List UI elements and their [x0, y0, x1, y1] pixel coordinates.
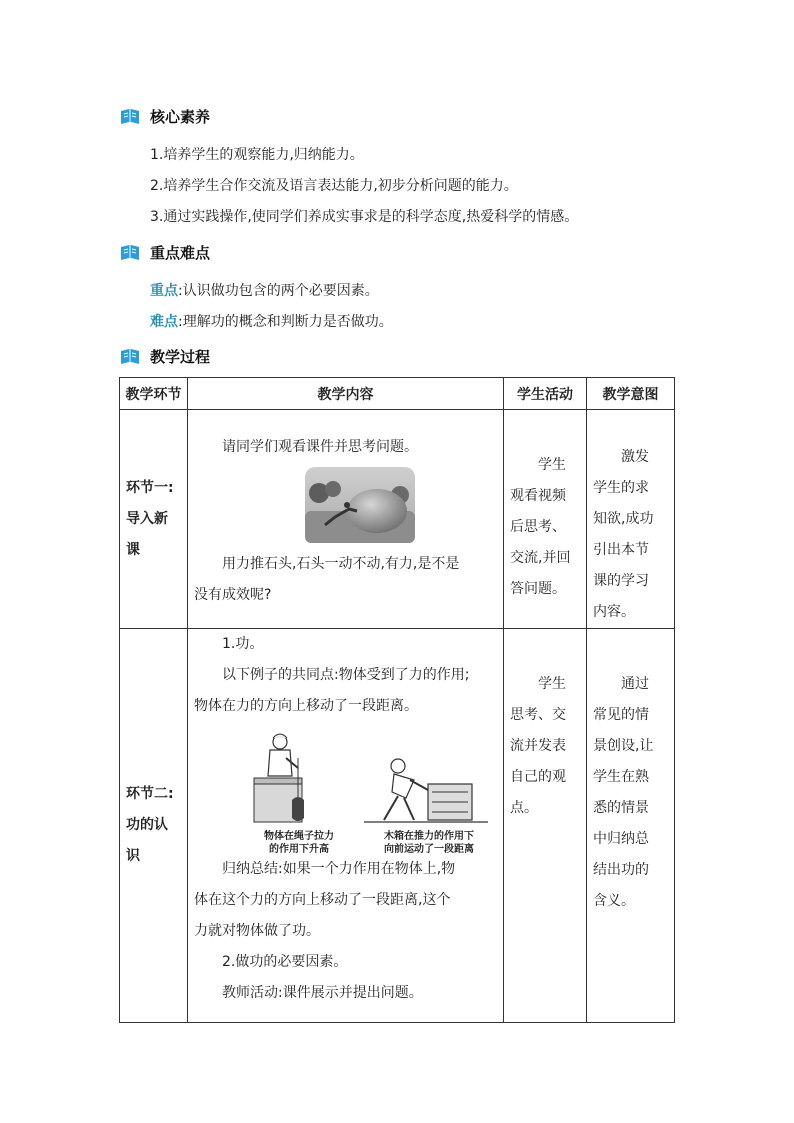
row1-activity-line: 答问题。 — [510, 581, 566, 597]
row2-intent-line: 学生在熟 — [593, 769, 649, 785]
row1-question-1: 用力推石头,石头一动不动,有力,是不是 — [222, 556, 460, 572]
row1-intent — [587, 410, 675, 629]
row1-activity-line: 后思考、 — [510, 519, 566, 535]
row2-stage — [120, 629, 188, 1023]
caption-pushing-1: 木箱在推力的作用下 — [384, 831, 474, 842]
row2-intent-line: 常见的情 — [593, 707, 649, 723]
row2-heading: 1.功。 — [222, 636, 264, 652]
section-process — [120, 346, 210, 367]
focus-label: 重点 — [150, 283, 178, 299]
row1-intent-line: 知欲,成功 — [593, 511, 654, 527]
row2-intent-line: 通过 — [621, 676, 649, 692]
row2-common-1: 以下例子的共同点:物体受到了力的作用; — [222, 667, 470, 683]
row2-summary-2: 体在这个力的方向上移动了一段距离,这个 — [194, 892, 451, 908]
pushing-stone-illustration — [305, 467, 415, 543]
row2-content — [188, 629, 504, 1023]
row1-activity — [504, 410, 587, 629]
row1-activity-line: 学生 — [538, 457, 566, 473]
row1-intent-line: 内容。 — [593, 604, 635, 620]
table-row — [120, 629, 675, 1023]
row1-content — [188, 410, 504, 629]
row2-activity-line: 自己的观 — [510, 769, 566, 785]
row2-activity-line: 思考、交 — [510, 707, 566, 723]
section-title-key: 重点难点 — [150, 244, 211, 262]
row1-stage-line-1: 环节一: — [126, 479, 174, 496]
row1-question-2: 没有成效呢? — [194, 587, 272, 603]
core-item-2: 2.培养学生合作交流及语言表达能力,初步分析问题的能力。 — [150, 178, 518, 194]
row1-intent-line: 学生的求 — [593, 480, 649, 496]
row1-stage-line-3: 课 — [126, 541, 140, 558]
row2-teacher: 教师活动:课件展示并提出问题。 — [222, 985, 423, 1001]
header-content: 教学内容 — [188, 378, 504, 410]
focus-text: :认识做功包含的两个必要因素。 — [178, 283, 379, 299]
row1-intent-line: 引出本节 — [593, 542, 649, 558]
row2-common-2: 物体在力的方向上移动了一段距离。 — [194, 698, 418, 714]
book-icon — [120, 244, 140, 262]
row2-summary-3: 力就对物体做了功。 — [194, 923, 320, 939]
row1-intent-line: 课的学习 — [593, 573, 649, 589]
difficulty-line — [150, 311, 393, 331]
table-row — [120, 410, 675, 629]
difficulty-label: 难点 — [150, 314, 178, 330]
row2-summary-1: 归纳总结:如果一个力作用在物体上,物 — [222, 861, 456, 877]
core-item-3: 3.通过实践操作,使同学们养成实事求是的科学态度,热爱科学的情感。 — [150, 209, 579, 225]
focus-line — [150, 280, 379, 300]
row2-figures — [188, 722, 503, 854]
row2-intent — [587, 629, 675, 1023]
figure-pulling — [240, 728, 358, 854]
book-icon — [120, 108, 140, 126]
row2-factor: 2.做功的必要因素。 — [222, 954, 348, 970]
row1-figure — [188, 463, 503, 547]
row1-activity-line: 交流,并回 — [510, 550, 571, 566]
section-key — [120, 242, 210, 263]
pulling-rope-illustration — [240, 728, 350, 826]
section-title-core: 核心素养 — [150, 108, 211, 126]
row2-intent-line: 含义。 — [593, 893, 635, 909]
row1-stage-line-2: 导入新 — [126, 510, 168, 527]
row2-activity-line: 学生 — [538, 676, 566, 692]
row1-activity-line: 观看视频 — [510, 488, 566, 504]
row1-intro: 请同学们观看课件并思考问题。 — [222, 439, 418, 455]
header-activity: 学生活动 — [504, 378, 587, 410]
caption-pushing-2: 向前运动了一段距离 — [384, 844, 474, 855]
row2-intent-line: 中归纳总 — [593, 831, 649, 847]
book-icon — [120, 348, 140, 366]
pushing-box-illustration — [364, 744, 488, 826]
section-core — [120, 106, 210, 127]
caption-pulling-1: 物体在绳子拉力 — [264, 831, 334, 842]
row2-intent-line: 悉的情景 — [593, 800, 649, 816]
caption-pulling-2: 的作用下升高 — [269, 844, 329, 855]
section-title-process: 教学过程 — [150, 348, 211, 366]
figure-pushing — [364, 728, 494, 854]
row2-stage-line-3: 识 — [126, 848, 140, 864]
table-header-row — [120, 378, 675, 410]
row1-stage — [120, 410, 188, 629]
core-item-1: 1.培养学生的观察能力,归纳能力。 — [150, 147, 364, 163]
header-intent: 教学意图 — [587, 378, 675, 410]
row2-stage-line-1: 环节二: — [126, 786, 174, 802]
row2-intent-line: 景创设,让 — [593, 738, 654, 754]
header-stage: 教学环节 — [120, 378, 188, 410]
row2-activity-line: 流并发表 — [510, 738, 566, 754]
row2-stage-line-2: 功的认 — [126, 817, 168, 833]
difficulty-text: :理解功的概念和判断力是否做功。 — [178, 314, 393, 330]
row2-activity — [504, 629, 587, 1023]
row2-activity-line: 点。 — [510, 800, 538, 816]
row2-intent-line: 结出功的 — [593, 862, 649, 878]
row1-intent-line: 激发 — [621, 449, 649, 465]
teaching-process-table — [119, 377, 675, 1023]
